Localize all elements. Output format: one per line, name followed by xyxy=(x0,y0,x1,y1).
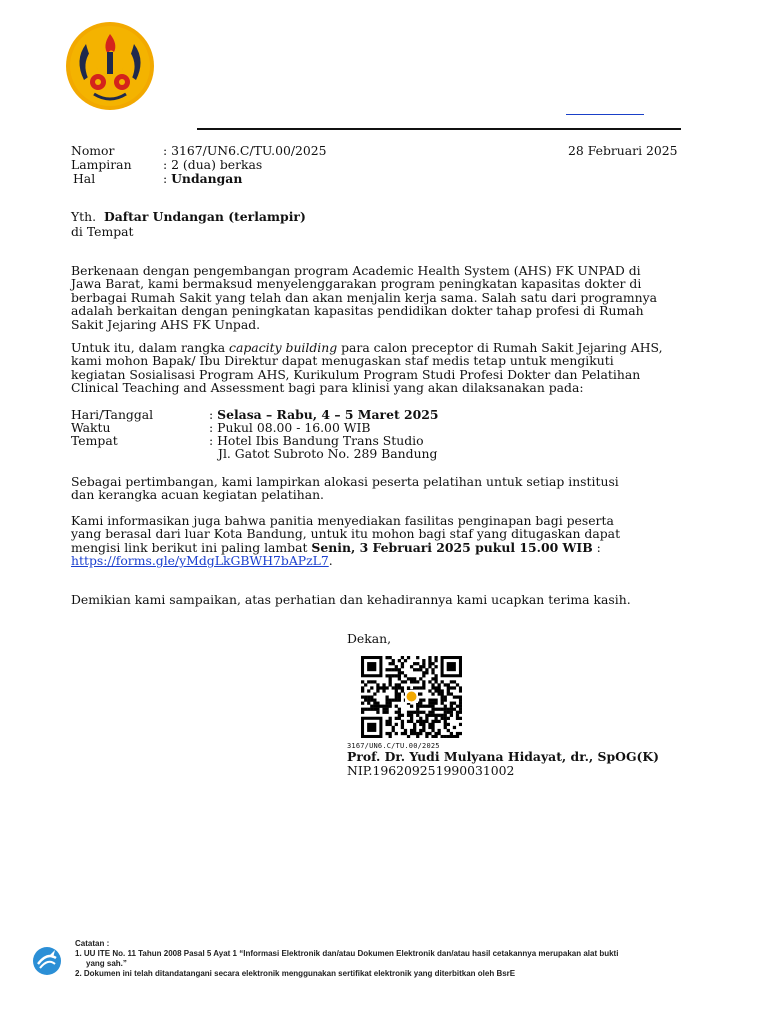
paragraph-4 xyxy=(71,514,698,568)
notes-item: yang sah.” xyxy=(86,959,127,968)
signature-title: Dekan, xyxy=(347,631,392,646)
recipient-line xyxy=(71,210,306,223)
hal-value xyxy=(163,172,242,185)
hal-label: Hal xyxy=(73,171,96,186)
event-time-label: Waktu xyxy=(71,420,111,435)
p2-line: kegiatan Sosialisasi Program AHS, Kurikulum Program Studi Profesi Dokter dan Pelatihan xyxy=(71,366,641,382)
recipient-prefix: Yth. xyxy=(71,209,97,224)
paragraph-5: Demikian kami sampaikan, atas perhatian dan kehadirannya kami ucapkan terima kasih. xyxy=(71,592,631,607)
recipient-place: di Tempat xyxy=(71,224,134,239)
event-place-label: Tempat xyxy=(71,433,118,448)
paragraph-3 xyxy=(71,475,698,502)
signer-name: Prof. Dr. Yudi Mulyana Hidayat, dr., SpOG(K) xyxy=(347,749,660,764)
paragraph-2 xyxy=(71,341,698,395)
unpad-seal-icon xyxy=(64,20,156,112)
p2-line: kami mohon Bapak/ Ibu Direktur dapat menugaskan staf medis tetap untuk mengikuti xyxy=(71,353,614,369)
event-place-address: Jl. Gatot Subroto No. 289 Bandung xyxy=(218,446,438,461)
p4-line xyxy=(71,541,698,554)
p2-italic: capacity building xyxy=(229,340,338,355)
p4-text: mengisi link berikut ini paling lambat xyxy=(71,539,312,555)
recipient-name: Daftar Undangan (terlampir) xyxy=(103,209,306,224)
p4-text: . xyxy=(328,553,333,569)
p1-line: Jawa Barat, kami bermaksud menyelenggarakan program peningkatan kapasitas dokter di xyxy=(71,276,642,292)
p2-line: Clinical Teaching and Assessment bagi para klinisi yang akan dilaksanakan pada: xyxy=(71,380,584,396)
p2-text: para calon preceptor di Rumah Sakit Jejaring AHS, xyxy=(337,340,663,355)
lampiran-value: : 2 (dua) berkas xyxy=(163,157,263,172)
letter-date: 28 Februari 2025 xyxy=(568,143,678,158)
header-divider xyxy=(197,128,681,130)
lampiran-label: Lampiran xyxy=(71,157,132,172)
top-link-underline xyxy=(566,114,644,115)
notes-item: 2. Dokumen ini telah ditandatangani secara elektronik menggunakan sertifikat elektronik yang diterbitkan oleh BsrE xyxy=(75,969,516,978)
hal-prefix: : xyxy=(163,171,172,186)
p1-line: Berkenaan dengan pengembangan program Academic Health System (AHS) FK UNPAD di xyxy=(71,263,641,278)
event-place-value: : Hotel Ibis Bandung Trans Studio xyxy=(209,433,424,448)
p4-line: yang berasal dari luar Kota Bandung, untuk itu mohon bagi staf yang ditugaskan dapat xyxy=(71,526,621,542)
nomor-value: : 3167/UN6.C/TU.00/2025 xyxy=(163,143,327,158)
event-time-value: : Pukul 08.00 - 16.00 WIB xyxy=(209,420,371,435)
footer-notes xyxy=(75,939,618,979)
p1-line: Sakit Jejaring AHS FK Unpad. xyxy=(71,316,261,332)
p4-line: Kami informasikan juga bahwa panitia menyediakan fasilitas penginapan bagi peserta xyxy=(71,513,614,528)
hal-subject: Undangan xyxy=(171,171,243,186)
event-day-prefix: : xyxy=(209,407,218,422)
p4-text: : xyxy=(592,539,601,555)
p2-text: Untuk itu, dalam rangka xyxy=(71,340,230,355)
qr-code-icon xyxy=(361,656,462,738)
signer-nip: NIP.196209251990031002 xyxy=(347,763,515,778)
qr-caption: 3167/UN6.C/TU.00/2025 xyxy=(347,742,440,750)
notes-title: Catatan : xyxy=(75,939,110,948)
p3-line: Sebagai pertimbangan, kami lampirkan alokasi peserta pelatihan untuk setiap institusi xyxy=(71,474,619,489)
bsre-logo-icon xyxy=(32,946,62,976)
p1-line: berbagai Rumah Sakit yang telah dan akan menjalin kerja sama. Salah satu dari programnya xyxy=(71,289,658,305)
nomor-label: Nomor xyxy=(71,143,115,158)
p2-line xyxy=(71,341,698,354)
event-day-label: Hari/Tanggal xyxy=(71,407,154,422)
paragraph-1 xyxy=(71,264,698,331)
p1-line: adalah berkaitan dengan peningkatan kapasitas pendidikan dokter tahap profesi di Rumah xyxy=(71,303,644,319)
p4-line xyxy=(71,554,698,567)
event-day-text: Selasa – Rabu, 4 – 5 Maret 2025 xyxy=(217,407,439,422)
registration-link[interactable]: https://forms.gle/yMdgLkGBWH7bAPzL7 xyxy=(71,553,329,569)
p3-line: dan kerangka acuan kegiatan pelatihan. xyxy=(71,487,324,503)
notes-item: 1. UU ITE No. 11 Tahun 2008 Pasal 5 Ayat 1 “Informasi Elektronik dan/atau Dokumen Elektronik dan/atau hasil cetakannya merupakan alat bukti xyxy=(75,949,619,958)
p4-deadline: Senin, 3 Februari 2025 pukul 15.00 WIB xyxy=(311,539,593,555)
